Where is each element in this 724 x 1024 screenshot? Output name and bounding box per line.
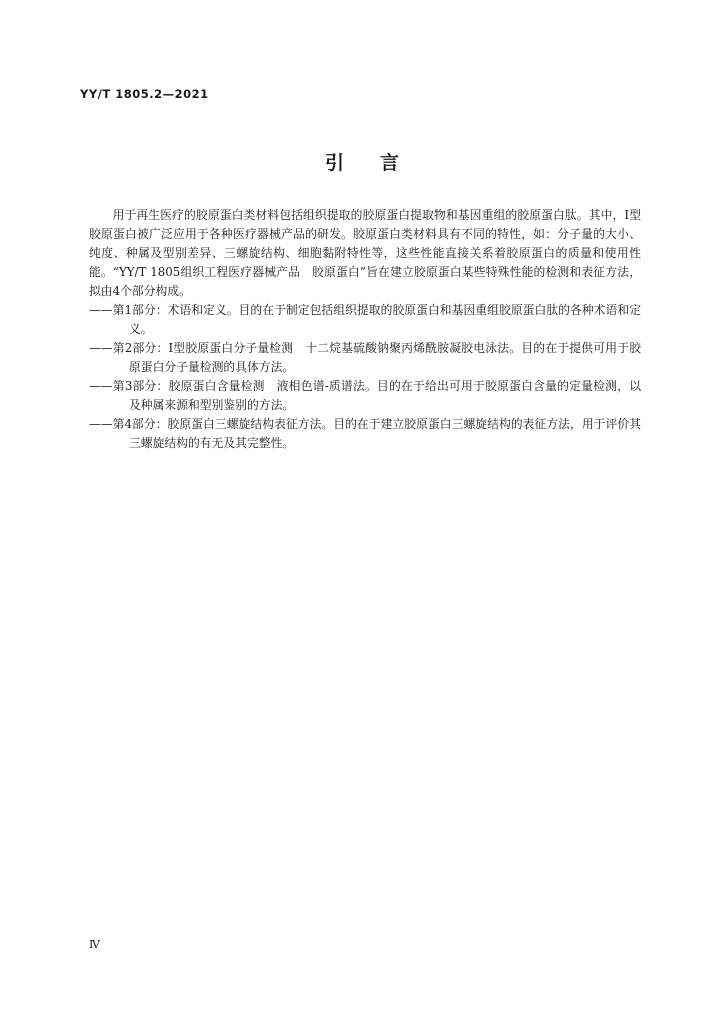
page-title: 引言 xyxy=(324,152,435,174)
part-1-item: ——第1部分：术语和定义。目的在于制定包括组织提取的胶原蛋白和基因重组胶原蛋白肽的各种术语和定义。 xyxy=(89,303,641,336)
part-3-item: ——第3部分：胶原蛋白含量检测 液相色谱-质谱法。目的在于给出可用于胶原蛋白含量的定量检测，以及种属来源和型别鉴别的方法。 xyxy=(89,379,641,412)
document-body xyxy=(89,206,641,453)
part-2-item: ——第2部分：Ⅰ型胶原蛋白分子量检测 十二烷基硫酸钠聚丙烯酰胺凝胶电泳法。目的在于提供可用于胶原蛋白分子量检测的具体方法。 xyxy=(89,341,641,374)
intro-paragraph: 用于再生医疗的胶原蛋白类材料包括组织提取的胶原蛋白提取物和基因重组的胶原蛋白肽。其中，Ⅰ型胶原蛋白被广泛应用于各种医疗器械产品的研发。胶原蛋白类材料具有不同的特性，如：分子量的大小、纯度、种属及型别差异、三螺旋结构、细胞黏附特性等，这些性能直接关系着胶原蛋白的质量和使用性能。“YY/T 1805组织工程医疗器械产品 胶原蛋白”旨在建立胶原蛋白某些特殊性能的检测和表征方法，拟由4个部分构成。 xyxy=(89,208,641,298)
standard-code-header: YY/T 1805.2—2021 xyxy=(80,87,209,101)
part-4-item: ——第4部分：胶原蛋白三螺旋结构表征方法。目的在于建立胶原蛋白三螺旋结构的表征方法，用于评价其三螺旋结构的有无及其完整性。 xyxy=(89,417,641,450)
page-number: Ⅳ xyxy=(89,938,100,951)
